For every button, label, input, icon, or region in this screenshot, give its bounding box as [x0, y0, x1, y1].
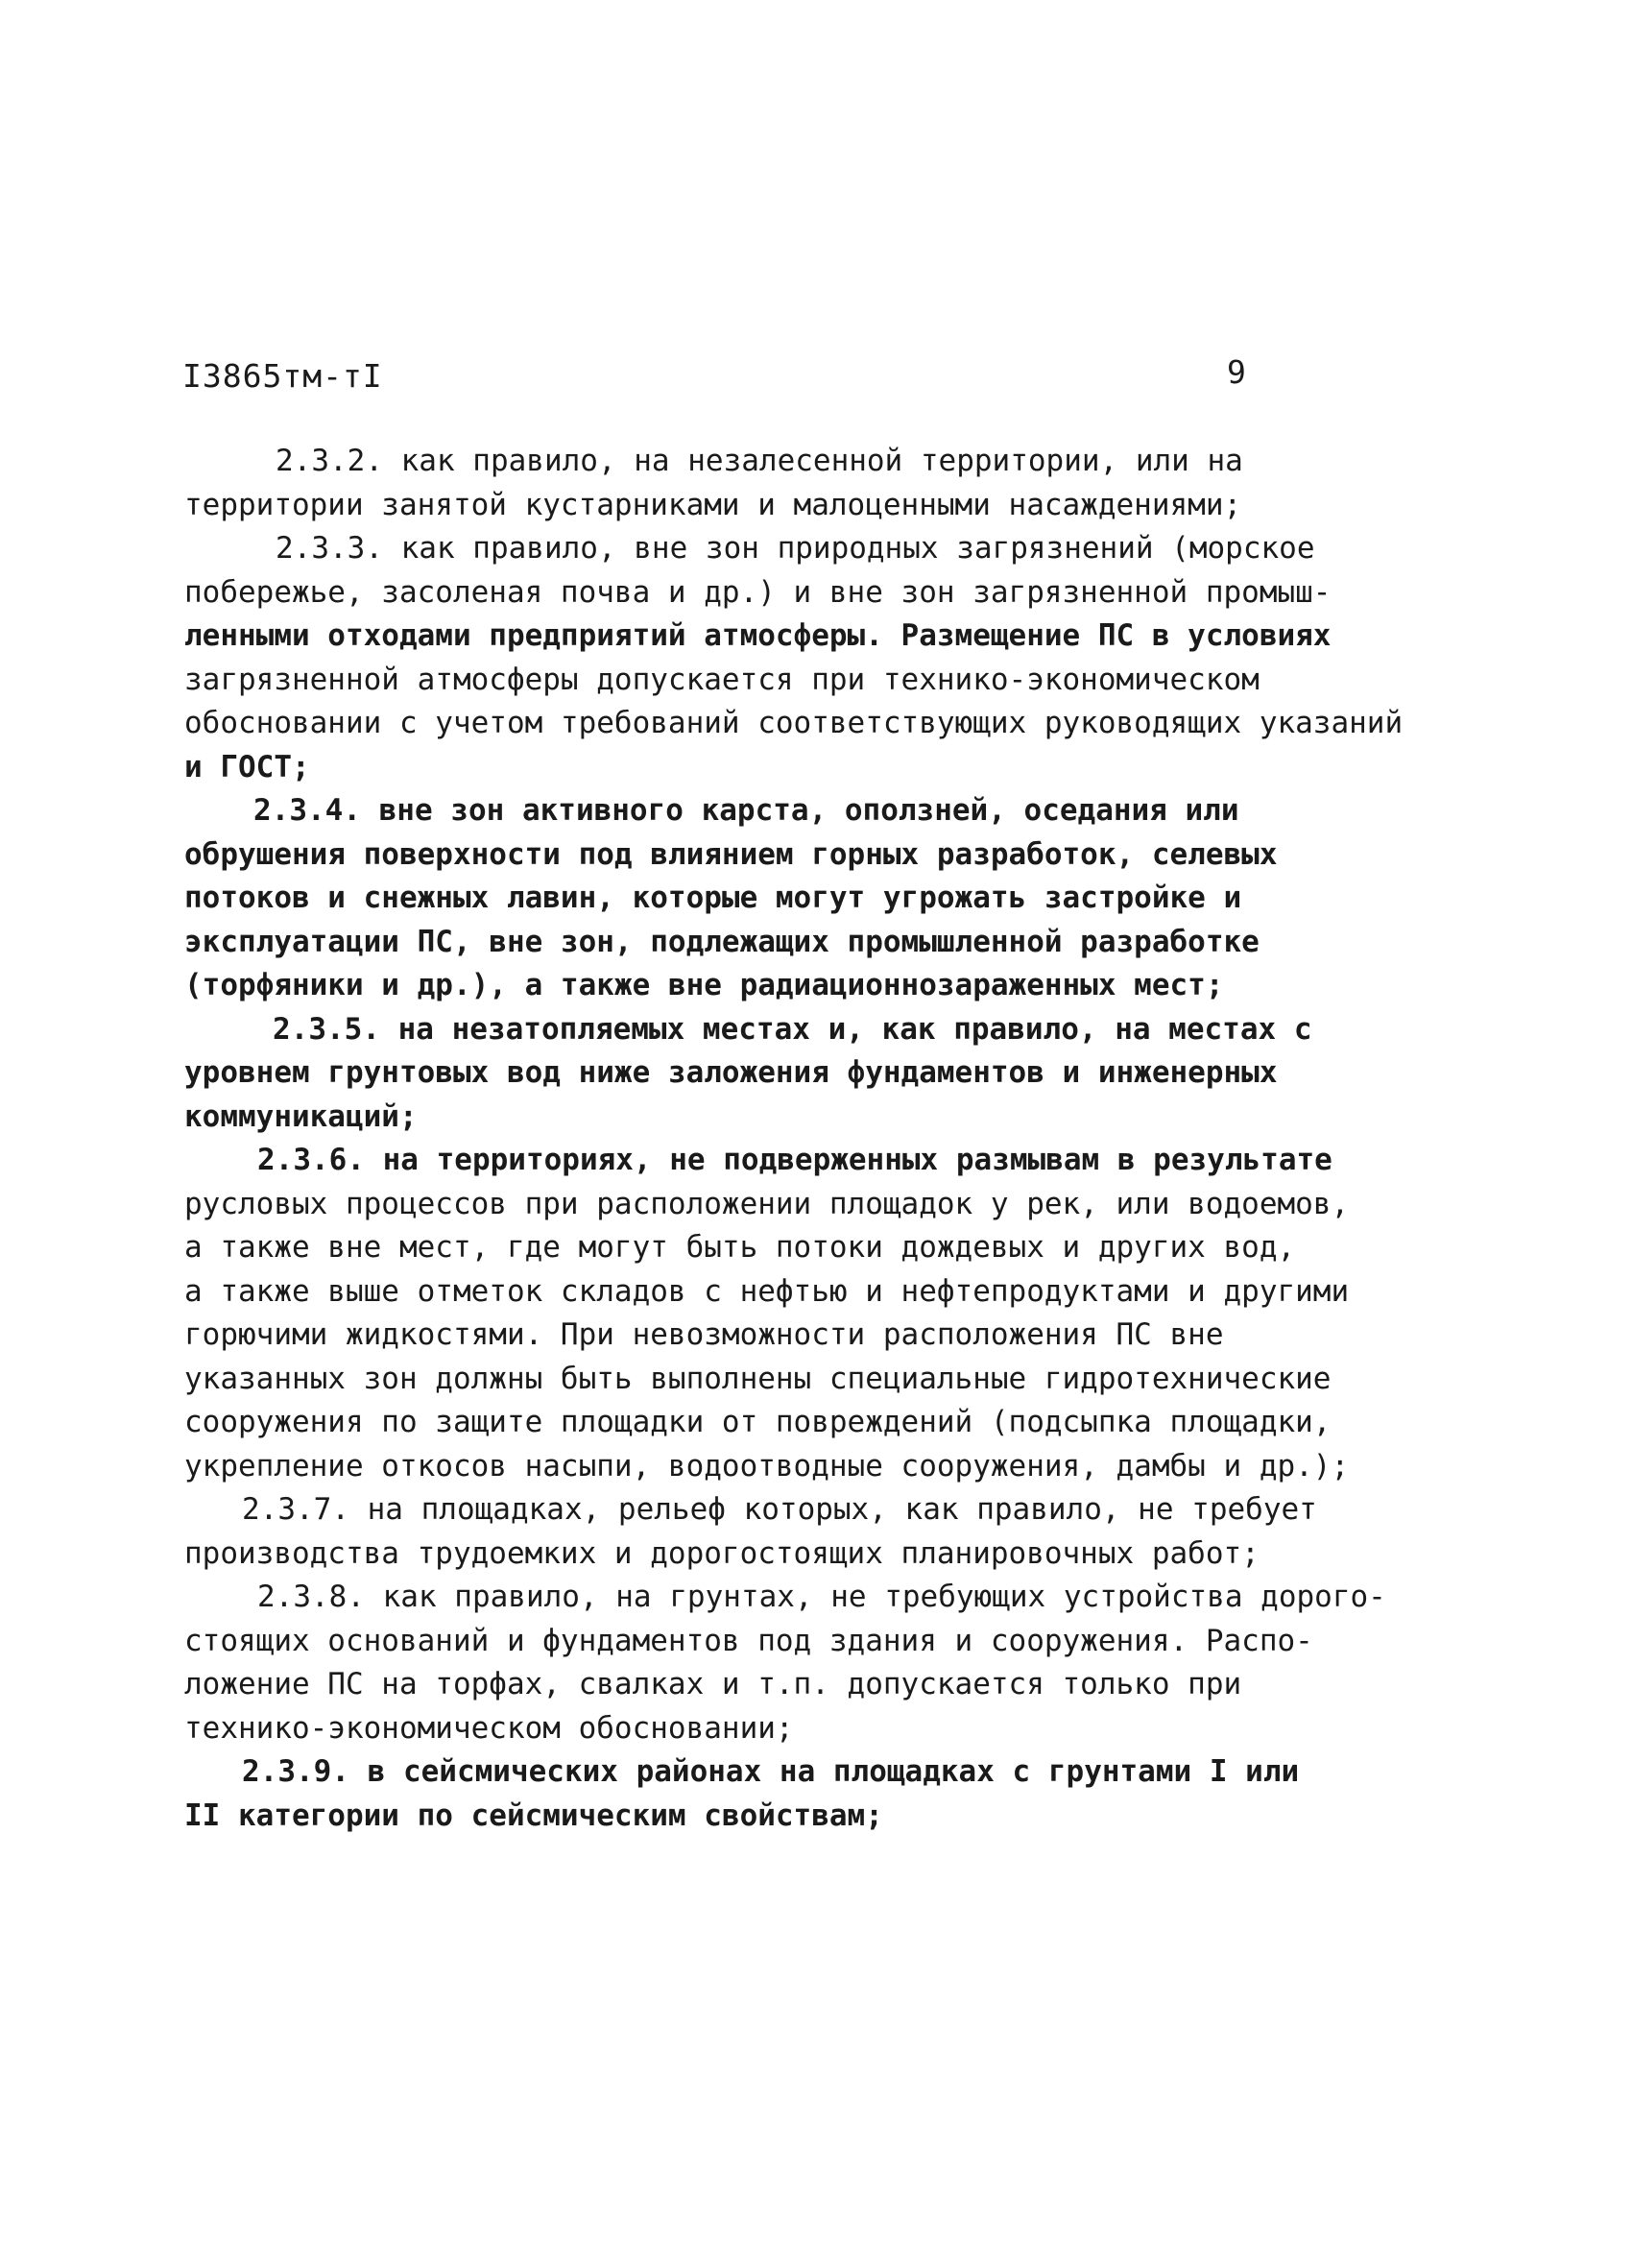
text-line: производства трудоемких и дорогостоящих планировочных работ;: [184, 1535, 1260, 1571]
document-body: [184, 440, 1461, 1838]
text-line: 2.3.6. на территориях, не подверженных размывам в результате: [257, 1143, 1332, 1177]
clause-2-3-3: [184, 527, 1461, 789]
text-line: побережье, засоленая почва и др.) и вне зон загрязненной промыш-: [184, 574, 1332, 610]
text-line: обрушения поверхности под влиянием горных разработок, селевых: [184, 836, 1278, 872]
text-line: 2.3.7. на площадках, рельеф которых, как правило, не требует: [242, 1492, 1317, 1527]
text-line: и ГОСТ;: [184, 749, 310, 784]
text-line: 2.3.8. как правило, на грунтах, не требующих устройства дорого-: [257, 1580, 1386, 1614]
text-line: технико-экономическом обосновании;: [184, 1710, 794, 1746]
text-line: стоящих оснований и фундаментов под здания и сооружения. Распо-: [184, 1623, 1313, 1658]
page-number: 9: [1227, 353, 1246, 391]
text-line: территории занятой кустарниками и малоценными насаждениями;: [184, 487, 1242, 522]
text-line: 2.3.5. на незатопляемых местах и, как правило, на местах с: [273, 1011, 1312, 1047]
document-code: I3865тм-тI: [182, 357, 383, 395]
clause-2-3-9: [184, 1750, 1461, 1838]
text-line: 2.3.9. в сейсмических районах на площадках с грунтами I или: [242, 1754, 1300, 1789]
text-line: уровнем грунтовых вод ниже заложения фундаментов и инженерных: [184, 1055, 1278, 1090]
text-line: потоков и снежных лавин, которые могут угрожать застройке и: [184, 881, 1242, 915]
clause-2-3-5: [184, 1008, 1461, 1140]
text-line: 2.3.3. как правило, вне зон природных загрязнений (морское: [276, 531, 1315, 566]
clause-2-3-4: [184, 789, 1461, 1008]
text-line: загрязненной атмосферы допускается при технико-экономическом: [184, 662, 1260, 697]
text-line: а также выше отметок складов с нефтью и нефтепродуктами и другими: [184, 1273, 1350, 1309]
text-line: II категории по сейсмическим свойствам;: [184, 1798, 883, 1833]
clause-2-3-8: [184, 1576, 1461, 1750]
text-line: обосновании с учетом требований соответствующих руководящих указаний: [184, 706, 1404, 740]
clause-2-3-2: [184, 440, 1461, 527]
text-line: (торфяники и др.), а также вне радиационнозараженных мест;: [184, 968, 1224, 1002]
clause-2-3-6: [184, 1139, 1461, 1488]
text-line: 2.3.2. как правило, на незалесенной территории, или на: [276, 444, 1243, 478]
text-line: сооружения по защите площадки от повреждений (подсыпка площадки,: [184, 1405, 1332, 1439]
text-line: эксплуатации ПС, вне зон, подлежащих промышленной разработке: [184, 924, 1260, 959]
text-line: русловых процессов при расположении площадок у рек, или водоемов,: [184, 1186, 1350, 1221]
clause-2-3-7: [184, 1488, 1461, 1576]
text-line: ленными отходами предприятий атмосферы. Размещение ПС в условиях: [184, 618, 1332, 653]
text-line: укрепление откосов насыпи, водоотводные сооружения, дамбы и др.);: [184, 1448, 1350, 1484]
text-line: коммуникаций;: [184, 1098, 418, 1134]
text-line: ложение ПС на торфах, свалках и т.п. допускается только при: [184, 1667, 1242, 1701]
text-line: горючими жидкостями. При невозможности расположения ПС вне: [184, 1317, 1224, 1352]
text-line: указанных зон должны быть выполнены специальные гидротехнические: [184, 1361, 1332, 1396]
text-line: а также вне мест, где могут быть потоки дождевых и других вод,: [184, 1230, 1296, 1265]
text-line: 2.3.4. вне зон активного карста, оползней, оседания или: [253, 793, 1239, 828]
